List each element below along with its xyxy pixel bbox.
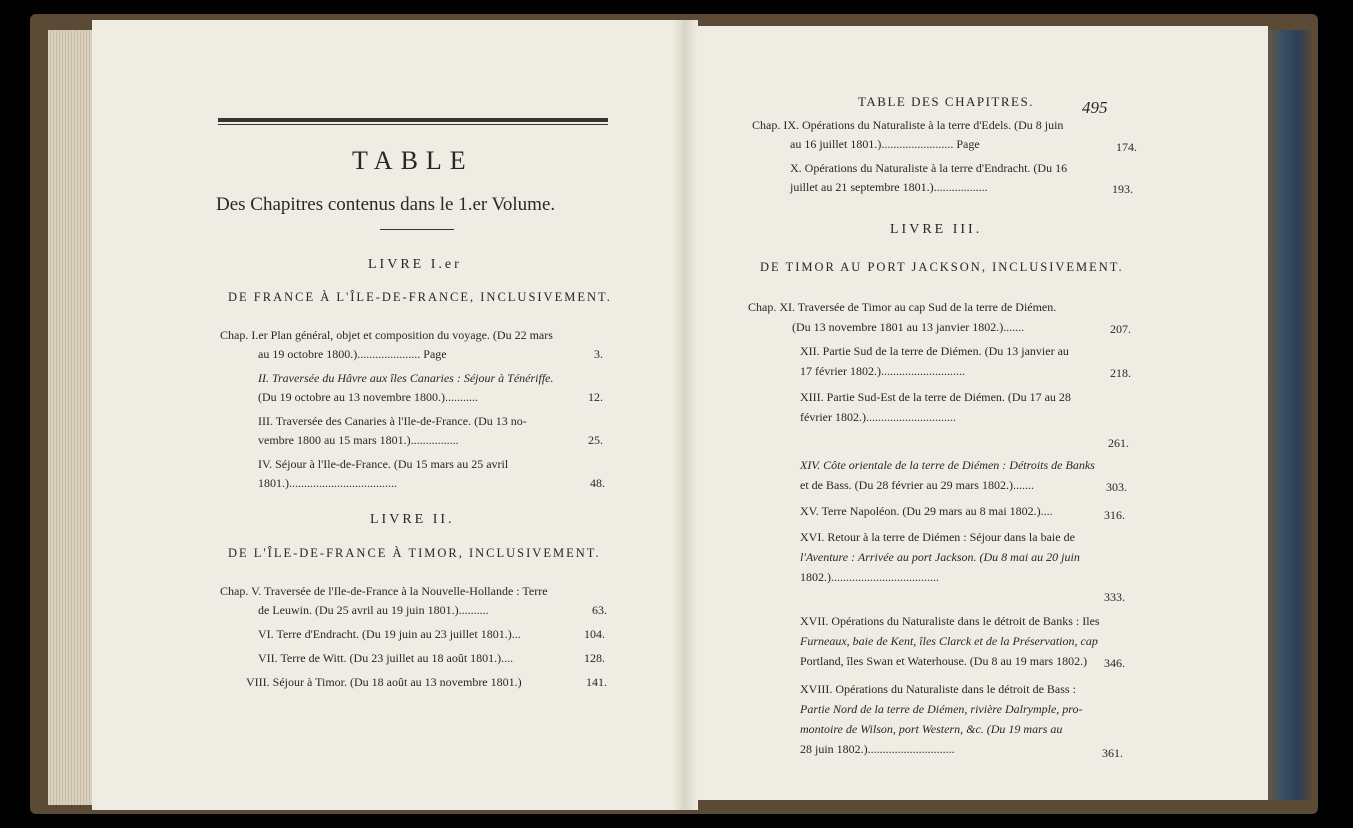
page-ref: 3. <box>594 347 603 361</box>
toc-line: Partie Nord de la terre de Diémen, rivière Dalrymple, pro- <box>800 702 1083 716</box>
toc-line: XVII. Opérations du Naturaliste dans le détroit de Banks : Iles <box>800 614 1100 628</box>
page-ref: 63. <box>592 603 607 617</box>
livre-heading: LIVRE II. <box>370 512 455 527</box>
page-number: 495 <box>1082 98 1108 117</box>
section-heading: DE TIMOR AU PORT JACKSON, INCLUSIVEMENT. <box>760 260 1124 274</box>
toc-line: montoire de Wilson, port Western, &c. (Du 19 mars au <box>800 722 1063 736</box>
toc-line: VI. Terre d'Endracht. (Du 19 juin au 23 juillet 1801.)... <box>258 627 521 641</box>
page-ref: 25. <box>588 433 603 447</box>
page-ref: 333. <box>1104 590 1125 604</box>
toc-line: X. Opérations du Naturaliste à la terre d'Endracht. (Du 16 <box>790 161 1068 175</box>
toc-line: Chap. I.er Plan général, objet et composition du voyage. (Du 22 mars <box>220 328 553 342</box>
page-ref: 128. <box>584 651 605 665</box>
page-ref: 104. <box>584 627 605 641</box>
toc-line: Portland, îles Swan et Waterhouse. (Du 8 au 19 mars 1802.) <box>800 654 1088 668</box>
livre-heading: LIVRE I.er <box>368 257 462 272</box>
toc-line: au 16 juillet 1801.)........................ Page <box>790 137 980 151</box>
page-ref: 218. <box>1110 366 1131 380</box>
book-gutter <box>672 20 698 810</box>
page-subtitle: Des Chapitres contenus dans le 1.er Volume. <box>216 194 556 215</box>
double-rule-bottom <box>218 124 608 125</box>
toc-line: VIII. Séjour à Timor. (Du 18 août au 13 novembre 1801.) <box>246 675 522 689</box>
toc-line: Furneaux, baie de Kent, îles Clarck et de la Préservation, cap <box>800 634 1098 648</box>
toc-line: vembre 1800 au 15 mars 1801.)................ <box>258 433 459 447</box>
toc-line: 1802.).................................... <box>800 570 939 584</box>
toc-line: février 1802.).............................. <box>800 410 956 424</box>
page-title: TABLE <box>352 146 474 175</box>
page-ref: 141. <box>586 675 607 689</box>
toc-line: Chap. XI. Traversée de Timor au cap Sud de la terre de Diémen. <box>748 300 1057 314</box>
toc-line: juillet au 21 septembre 1801.).................. <box>790 180 988 194</box>
left-page-edges <box>48 30 98 805</box>
toc-line: XIV. Côte orientale de la terre de Diémen : Détroits de Banks <box>800 458 1095 472</box>
toc-line: XVIII. Opérations du Naturaliste dans le détroit de Bass : <box>800 682 1076 696</box>
toc-line: et de Bass. (Du 28 février au 29 mars 1802.)....... <box>800 478 1034 492</box>
page-ref: 316. <box>1104 508 1125 522</box>
page-ref: 303. <box>1106 480 1127 494</box>
toc-line: XII. Partie Sud de la terre de Diémen. (Du 13 janvier au <box>800 344 1069 358</box>
page-ref: 174. <box>1116 140 1137 154</box>
toc-line: de Leuwin. (Du 25 avril au 19 juin 1801.).......... <box>258 603 489 617</box>
toc-line: l'Aventure : Arrivée au port Jackson. (Du 8 mai au 20 juin <box>800 550 1080 564</box>
toc-line: Chap. IX. Opérations du Naturaliste à la terre d'Edels. (Du 8 juin <box>752 118 1064 132</box>
toc-line: 1801.).................................... <box>258 476 397 490</box>
page-ref: 261. <box>1108 436 1129 450</box>
toc-line: 17 février 1802.)............................ <box>800 364 965 378</box>
toc-line: II. Traversée du Hâvre aux îles Canaries : Séjour à Ténériffe. <box>258 371 554 385</box>
toc-line: XIII. Partie Sud-Est de la terre de Diémen. (Du 17 au 28 <box>800 390 1071 404</box>
toc-line: VII. Terre de Witt. (Du 23 juillet au 18 août 1801.).... <box>258 651 514 665</box>
section-heading: DE FRANCE À L'ÎLE-DE-FRANCE, INCLUSIVEMENT. <box>228 290 612 304</box>
toc-line: 28 juin 1802.)............................. <box>800 742 955 756</box>
toc-line: au 19 octobre 1800.)..................... Page <box>258 347 447 361</box>
running-header: TABLE DES CHAPITRES. <box>858 94 1034 109</box>
page-ref: 12. <box>588 390 603 404</box>
page-ref: 207. <box>1110 322 1131 336</box>
page-ref: 48. <box>590 476 605 490</box>
page-ref: 346. <box>1104 656 1125 670</box>
right-cover-marbled-edge <box>1264 30 1312 800</box>
livre-heading: LIVRE III. <box>890 222 983 237</box>
toc-line: III. Traversée des Canaries à l'Ile-de-France. (Du 13 no- <box>258 414 527 428</box>
toc-line: (Du 19 octobre au 13 novembre 1800.)........... <box>258 390 478 404</box>
short-divider <box>380 229 454 230</box>
toc-line: IV. Séjour à l'Ile-de-France. (Du 15 mars au 25 avril <box>258 457 509 471</box>
toc-line: XVI. Retour à la terre de Diémen : Séjour dans la baie de <box>800 530 1075 544</box>
toc-line: (Du 13 novembre 1801 au 13 janvier 1802.)....... <box>792 320 1025 334</box>
page-ref: 361. <box>1102 746 1123 760</box>
section-heading: DE L'ÎLE-DE-FRANCE À TIMOR, INCLUSIVEMENT. <box>228 546 601 560</box>
page-ref: 193. <box>1112 182 1133 196</box>
double-rule-top <box>218 118 608 122</box>
toc-line: XV. Terre Napoléon. (Du 29 mars au 8 mai 1802.).... <box>800 504 1053 518</box>
toc-line: Chap. V. Traversée de l'Ile-de-France à la Nouvelle-Hollande : Terre <box>220 584 548 598</box>
